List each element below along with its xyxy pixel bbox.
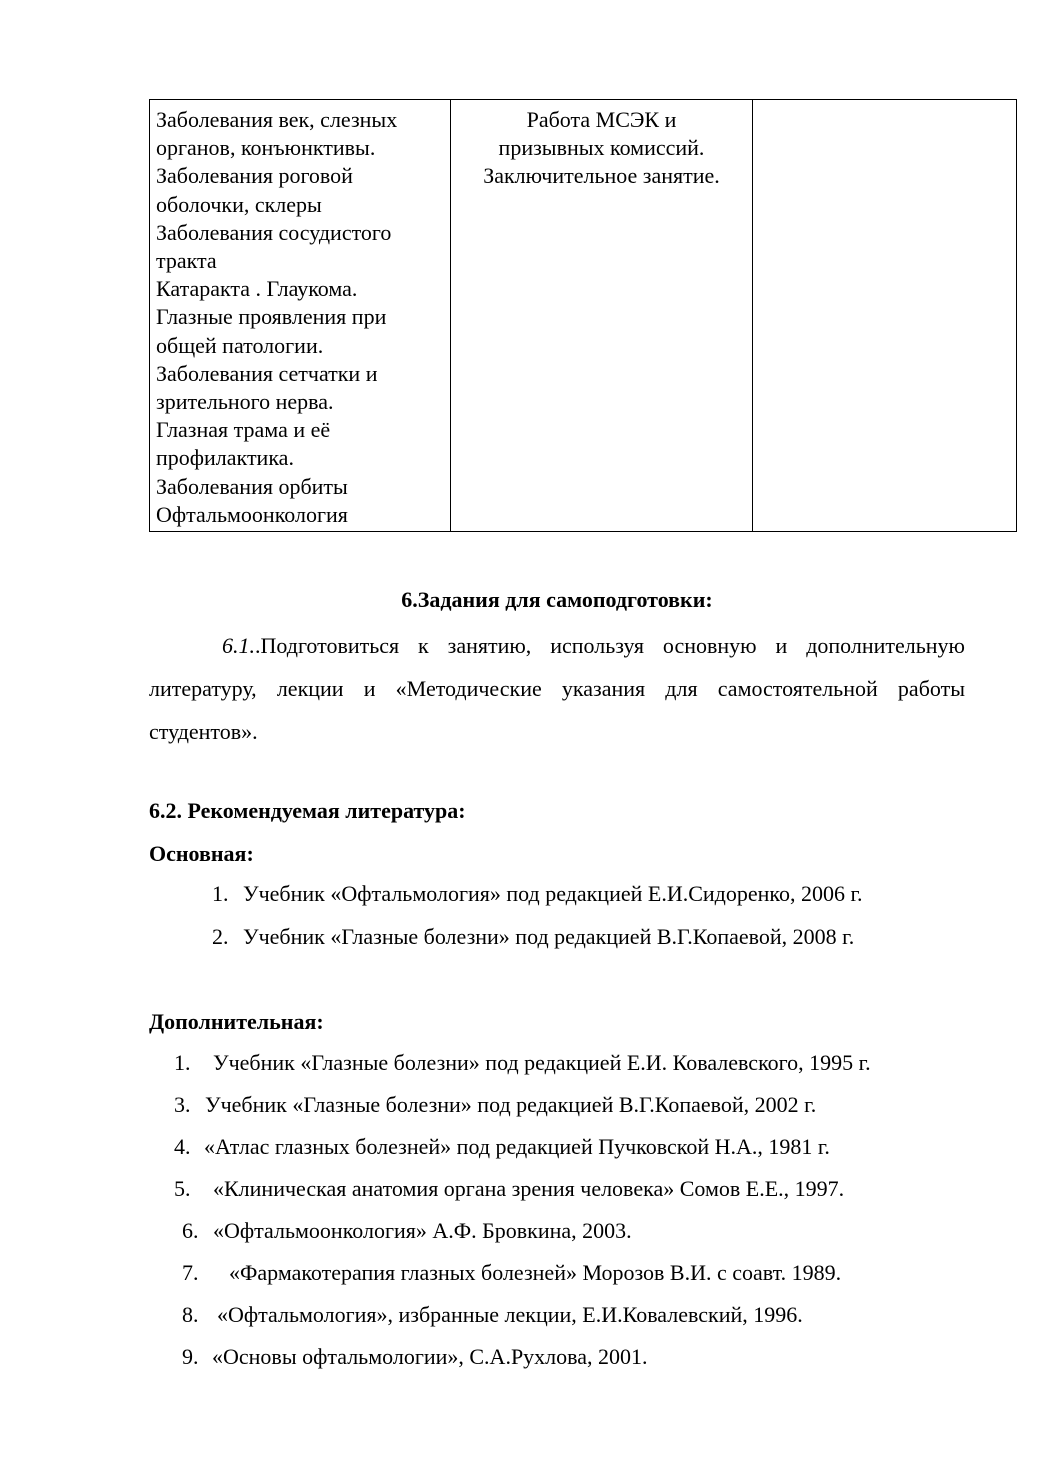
list-item	[182, 1217, 632, 1245]
list-text: «Атлас глазных болезней» под редакцией Пучковской Н.А., 1981 г.	[204, 1134, 830, 1159]
list-text: Учебник «Офтальмология» под редакцией Е.И.Сидоренко, 2006 г.	[243, 881, 863, 906]
paragraph-line: литературу, лекции и «Методические указания для самостоятельной работы	[149, 676, 965, 701]
item-number: 6.1.	[222, 633, 255, 658]
topic-line: органов, конъюнктивы.	[156, 135, 376, 161]
list-item	[182, 1301, 803, 1329]
topic-line: Заболевания сосудистого	[156, 219, 392, 245]
section-heading: 6.Задания для самоподготовки:	[401, 587, 713, 612]
task-paragraph	[149, 624, 965, 753]
topic-line: Заболевания орбиты	[156, 473, 348, 499]
list-text: Учебник «Глазные болезни» под редакцией В.Г.Копаевой, 2002 г.	[205, 1092, 817, 1117]
list-number: 7.	[182, 1260, 199, 1285]
list-item	[182, 1343, 648, 1371]
topic-line: оболочки, склеры	[156, 191, 322, 217]
extra-literature-label: Дополнительная:	[149, 1009, 324, 1034]
list-text: «Офтальмология», избранные лекции, Е.И.Ковалевский, 1996.	[217, 1302, 803, 1327]
topics-cell	[150, 100, 451, 532]
lesson-line: призывных комиссий.	[498, 135, 705, 161]
topic-line: тракта	[156, 248, 217, 274]
topic-line: профилактика.	[156, 445, 294, 471]
list-text: «Офтальмоонкология» А.Ф. Бровкина, 2003.	[213, 1218, 632, 1243]
list-text: «Фармакотерапия глазных болезней» Морозов В.И. с соавт. 1989.	[229, 1260, 842, 1285]
list-number: 8.	[182, 1302, 199, 1327]
topic-line: Глазные проявления при	[156, 304, 387, 330]
list-text: «Клиническая анатомия органа зрения человека» Сомов Е.Е., 1997.	[213, 1176, 845, 1201]
list-text: Учебник «Глазные болезни» под редакцией В.Г.Копаевой, 2008 г.	[243, 924, 855, 949]
topic-line: Заболевания роговой	[156, 163, 353, 189]
list-number: 5.	[174, 1176, 191, 1201]
list-text: Учебник «Глазные болезни» под редакцией Е.И. Ковалевского, 1995 г.	[213, 1050, 871, 1075]
list-number: 6.	[182, 1218, 199, 1243]
list-number: 9.	[182, 1344, 199, 1369]
list-number: 1.	[212, 881, 229, 906]
list-item	[212, 880, 863, 908]
main-literature-label: Основная:	[149, 841, 254, 866]
list-number: 1.	[174, 1050, 191, 1075]
lesson-cell	[451, 100, 753, 532]
list-item	[174, 1175, 844, 1203]
topic-line: зрительного нерва.	[156, 389, 334, 415]
list-text: «Основы офтальмологии», С.А.Рухлова, 2001.	[212, 1344, 648, 1369]
topic-line: общей патологии.	[156, 332, 324, 358]
list-number: 4.	[174, 1134, 191, 1159]
list-number: 3.	[174, 1092, 191, 1117]
table-row	[150, 100, 1017, 532]
list-item	[182, 1259, 841, 1287]
empty-cell	[753, 100, 1017, 532]
paragraph-text: .Подготовиться к занятию, используя основную и дополнительную	[255, 633, 965, 658]
topic-line: Офтальмоонкология	[156, 501, 348, 527]
list-item	[174, 1091, 816, 1119]
topic-line: Заболевания сетчатки и	[156, 360, 378, 386]
topic-line: Заболевания век, слезных	[156, 107, 398, 132]
lesson-line: Заключительное занятие.	[483, 163, 720, 189]
list-item	[174, 1049, 871, 1077]
list-item	[212, 923, 854, 951]
paragraph-line: студентов».	[149, 719, 258, 744]
topics-table	[149, 99, 1017, 532]
topic-line: Глазная трама и её	[156, 417, 331, 443]
list-number: 2.	[212, 924, 229, 949]
list-item	[174, 1133, 830, 1161]
topic-line: Катаракта . Глаукома.	[156, 276, 358, 302]
paragraph-line	[149, 624, 965, 667]
lesson-line: Работа МСЭК и	[526, 107, 677, 132]
literature-heading: 6.2. Рекомендуемая литература:	[149, 798, 466, 823]
